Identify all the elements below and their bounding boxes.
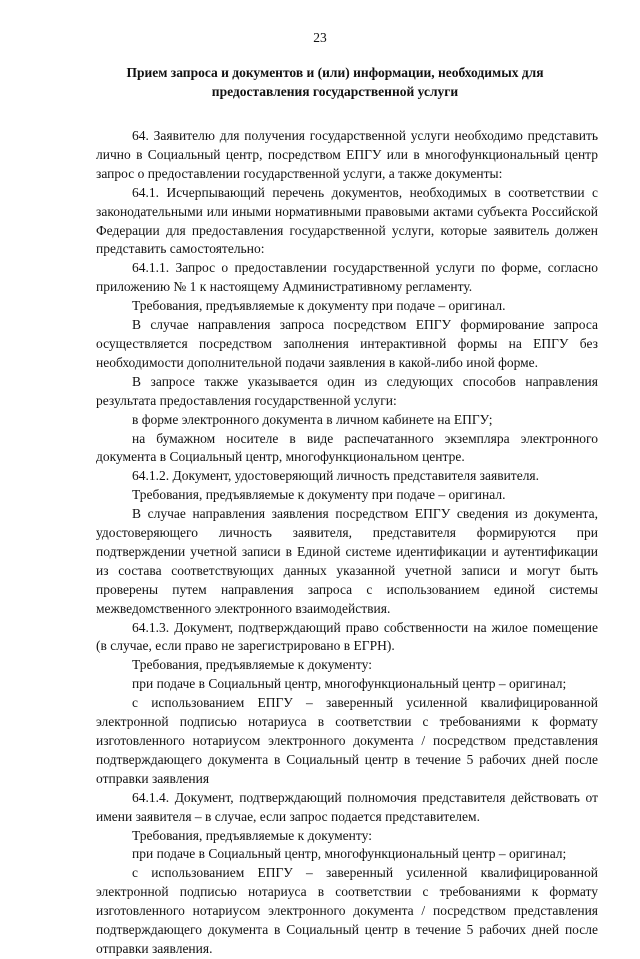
document-body — [96, 127, 598, 959]
paragraph: с использованием ЕПГУ – заверенный усиленной квалифицированной электронной подписью нотариуса в соответствии с требованиями к формату изготовленного нотариусом электронного документа / посредством представления подтверждающего документа в Социальный центр в течение 5 рабочих дней после отправки заявления. — [96, 865, 598, 956]
paragraph: 64.1.2. Документ, удостоверяющий личность представителя заявителя. — [132, 468, 540, 484]
paragraph: с использованием ЕПГУ – заверенный усиленной квалифицированной электронной подписью нотариуса в соответствии с требованиями к формату изготовленного нотариусом электронного документа / посредством представления подтверждающего документа в Социальный центр в течение 5 рабочих дней после отправки заявления — [96, 695, 598, 786]
paragraph: В запросе также указывается один из следующих способов направления результата предоставления государственной услуги: — [96, 373, 598, 408]
paragraph: на бумажном носителе в виде распечатанного экземпляра электронного документа в Социальный центр, многофункциональном центре. — [96, 430, 598, 465]
paragraph: в форме электронного документа в личном кабинете на ЕПГУ; — [132, 411, 493, 427]
paragraph: В случае направления заявления посредством ЕПГУ сведения из документа, удостоверяющего личность заявителя, представителя формируются при подтверждении учетной записи в Единой системе идентификации и аутентификации из состава соответствующих данных указанной учетной записи и могут быть проверены путем направления запроса с использованием единой системы межведомственного электронного взаимодействия. — [96, 506, 598, 616]
section-heading-line-1: Прием запроса и документов и (или) информации, необходимых для — [126, 65, 544, 80]
section-heading-line-2: предоставления государственной услуги — [211, 84, 459, 99]
paragraph: при подаче в Социальный центр, многофункциональный центр – оригинал; — [132, 846, 567, 862]
section-heading — [100, 63, 570, 101]
paragraph: 64.1.4. Документ, подтверждающий полномочия представителя действовать от имени заявителя – в случае, если запрос подается представителем. — [96, 789, 598, 824]
paragraph: В случае направления запроса посредством ЕПГУ формирование запроса осуществляется посредством заполнения интерактивной формы на ЕПГУ без необходимости дополнительной подачи заявления в какой-либо иной форме. — [96, 317, 598, 370]
paragraph: Требования, предъявляемые к документу при подаче – оригинал. — [132, 298, 506, 314]
paragraph: Требования, предъявляемые к документу: — [132, 657, 372, 673]
paragraph: Требования, предъявляемые к документу: — [132, 827, 372, 843]
paragraph: 64.1.3. Документ, подтверждающий право собственности на жилое помещение (в случае, если право не зарегистрировано в ЕГРН). — [96, 619, 598, 654]
paragraph: 64.1. Исчерпывающий перечень документов, необходимых в соответствии с законодательными или иными нормативными правовыми актами субъекта Российской Федерации для предоставления государственной услуги, которые заявитель должен представить самостоятельно: — [96, 184, 598, 257]
paragraph: Требования, предъявляемые к документу при подаче – оригинал. — [132, 487, 506, 503]
paragraph: 64. Заявителю для получения государственной услуги необходимо представить лично в Социальный центр, посредством ЕПГУ или в многофункциональный центр запрос о предоставлении государственной услуги, а также документы: — [96, 128, 598, 181]
paragraph: при подаче в Социальный центр, многофункциональный центр – оригинал; — [132, 676, 567, 692]
paragraph: 64.1.1. Запрос о предоставлении государственной услуги по форме, согласно приложению № 1 к настоящему Административному регламенту. — [96, 260, 598, 295]
page-number: 23 — [313, 30, 327, 45]
